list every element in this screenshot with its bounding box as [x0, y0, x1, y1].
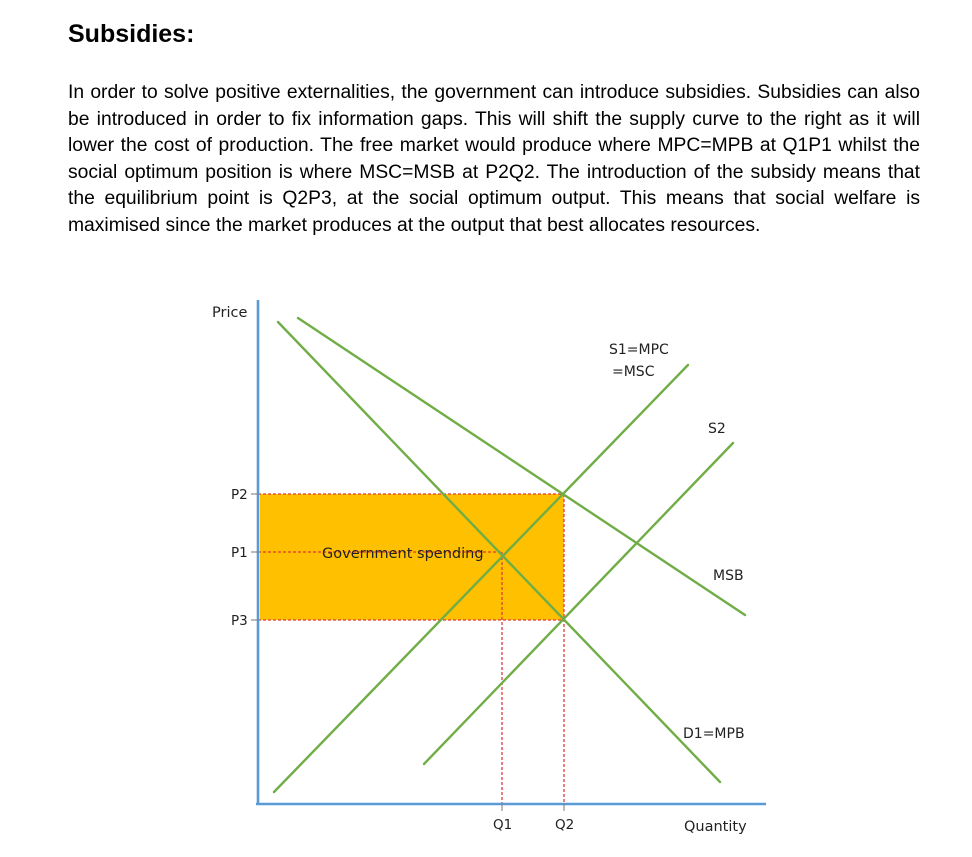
s2-curve-label: S2 [708, 421, 726, 437]
s1-curve-label-line1: S1=MPC [609, 342, 669, 358]
s1-curve-label-line2: =MSC [612, 364, 655, 380]
price-label-p3: P3 [231, 613, 248, 629]
quantity-label-q2: Q2 [555, 817, 575, 833]
y-axis-label: Price [212, 305, 248, 321]
msb-curve-label: MSB [713, 568, 744, 584]
quantity-label-q1: Q1 [493, 817, 513, 833]
price-label-p2: P2 [231, 487, 248, 503]
section-heading: Subsidies: [68, 20, 195, 48]
government-spending-label: Government spending [322, 546, 484, 562]
d1-curve-label: D1=MPB [683, 726, 745, 742]
price-label-p1: P1 [231, 545, 248, 561]
body-paragraph: In order to solve positive externalities, the government can introduce subsidies. Subsidies can also be introduced in order to fix information gaps. This will shift the supply curve to the right as it will lower the cost of production. The free market would produce where MPC=MPB at Q1P1 whilst the social optimum position is where MSC=MSB at P2Q2. The introduction of the subsidy means that the equilibrium point is Q2P3, at the social optimum output. This means that social welfare is maximised since the market produces at the output that best allocates resources. [68, 82, 920, 236]
x-axis-label: Quantity [684, 819, 747, 835]
